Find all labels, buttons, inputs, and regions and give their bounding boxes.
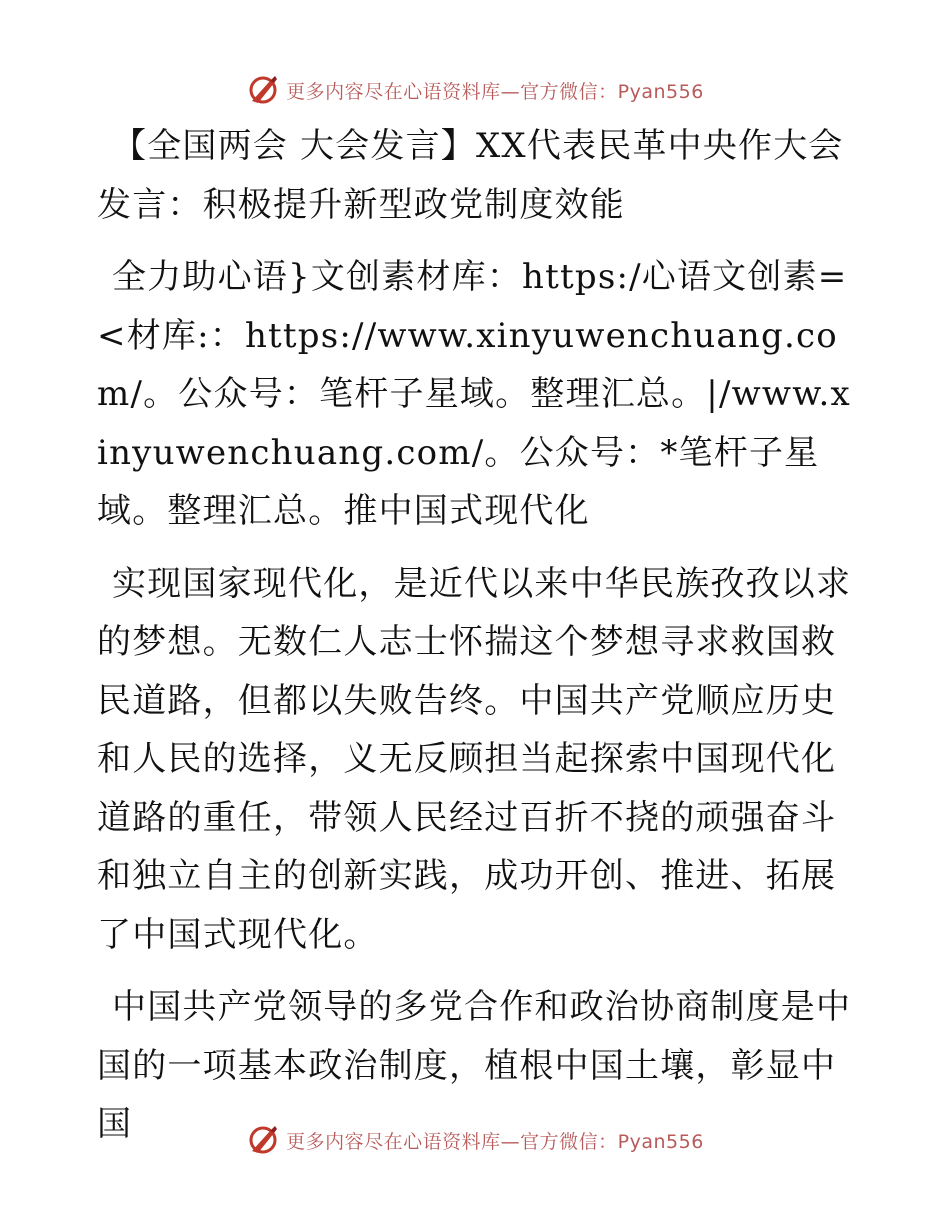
footer-banner [0, 1120, 950, 1160]
header-banner [0, 70, 950, 110]
document-body [97, 117, 857, 1154]
paragraph-1: 全力助心语}文创素材库：https:/心语文创素=<材库:：https://www.xinyuwenchuang.com/。公众号：笔杆子星域。整理汇总。|/www.xinyuwenchuang.com/。公众号：*笔杆子星域。整理汇总。推中国式现代化 [97, 257, 851, 531]
banner-text: 更多内容尽在心语资料库—官方微信：Pyan556 [286, 80, 704, 103]
paragraph-2: 实现国家现代化，是近代以来中华民族孜孜以求的梦想。无数仁人志士怀揣这个梦想寻求救国救民道路，但都以失败告终。中国共产党顺应历史和人民的选择，义无反顾担当起探索中国现代化道路的重任，带领人民经过百折不挠的顽强奋斗和独立自主的创新实践，成功开创、推进、拓展了中国式现代化。 [97, 563, 852, 955]
banner-text: 更多内容尽在心语资料库—官方微信：Pyan556 [286, 1130, 704, 1153]
pen-circle-logo-icon [246, 73, 280, 107]
paragraph-3: 中国共产党领导的多党合作和政治协商制度是中国的一项基本政治制度，植根中国土壤，彰显中国 [97, 987, 852, 1144]
pen-circle-logo-icon [246, 1123, 280, 1157]
document-title: 【全国两会 大会发言】XX代表民革中央作大会发言：积极提升新型政党制度效能 [97, 126, 844, 225]
